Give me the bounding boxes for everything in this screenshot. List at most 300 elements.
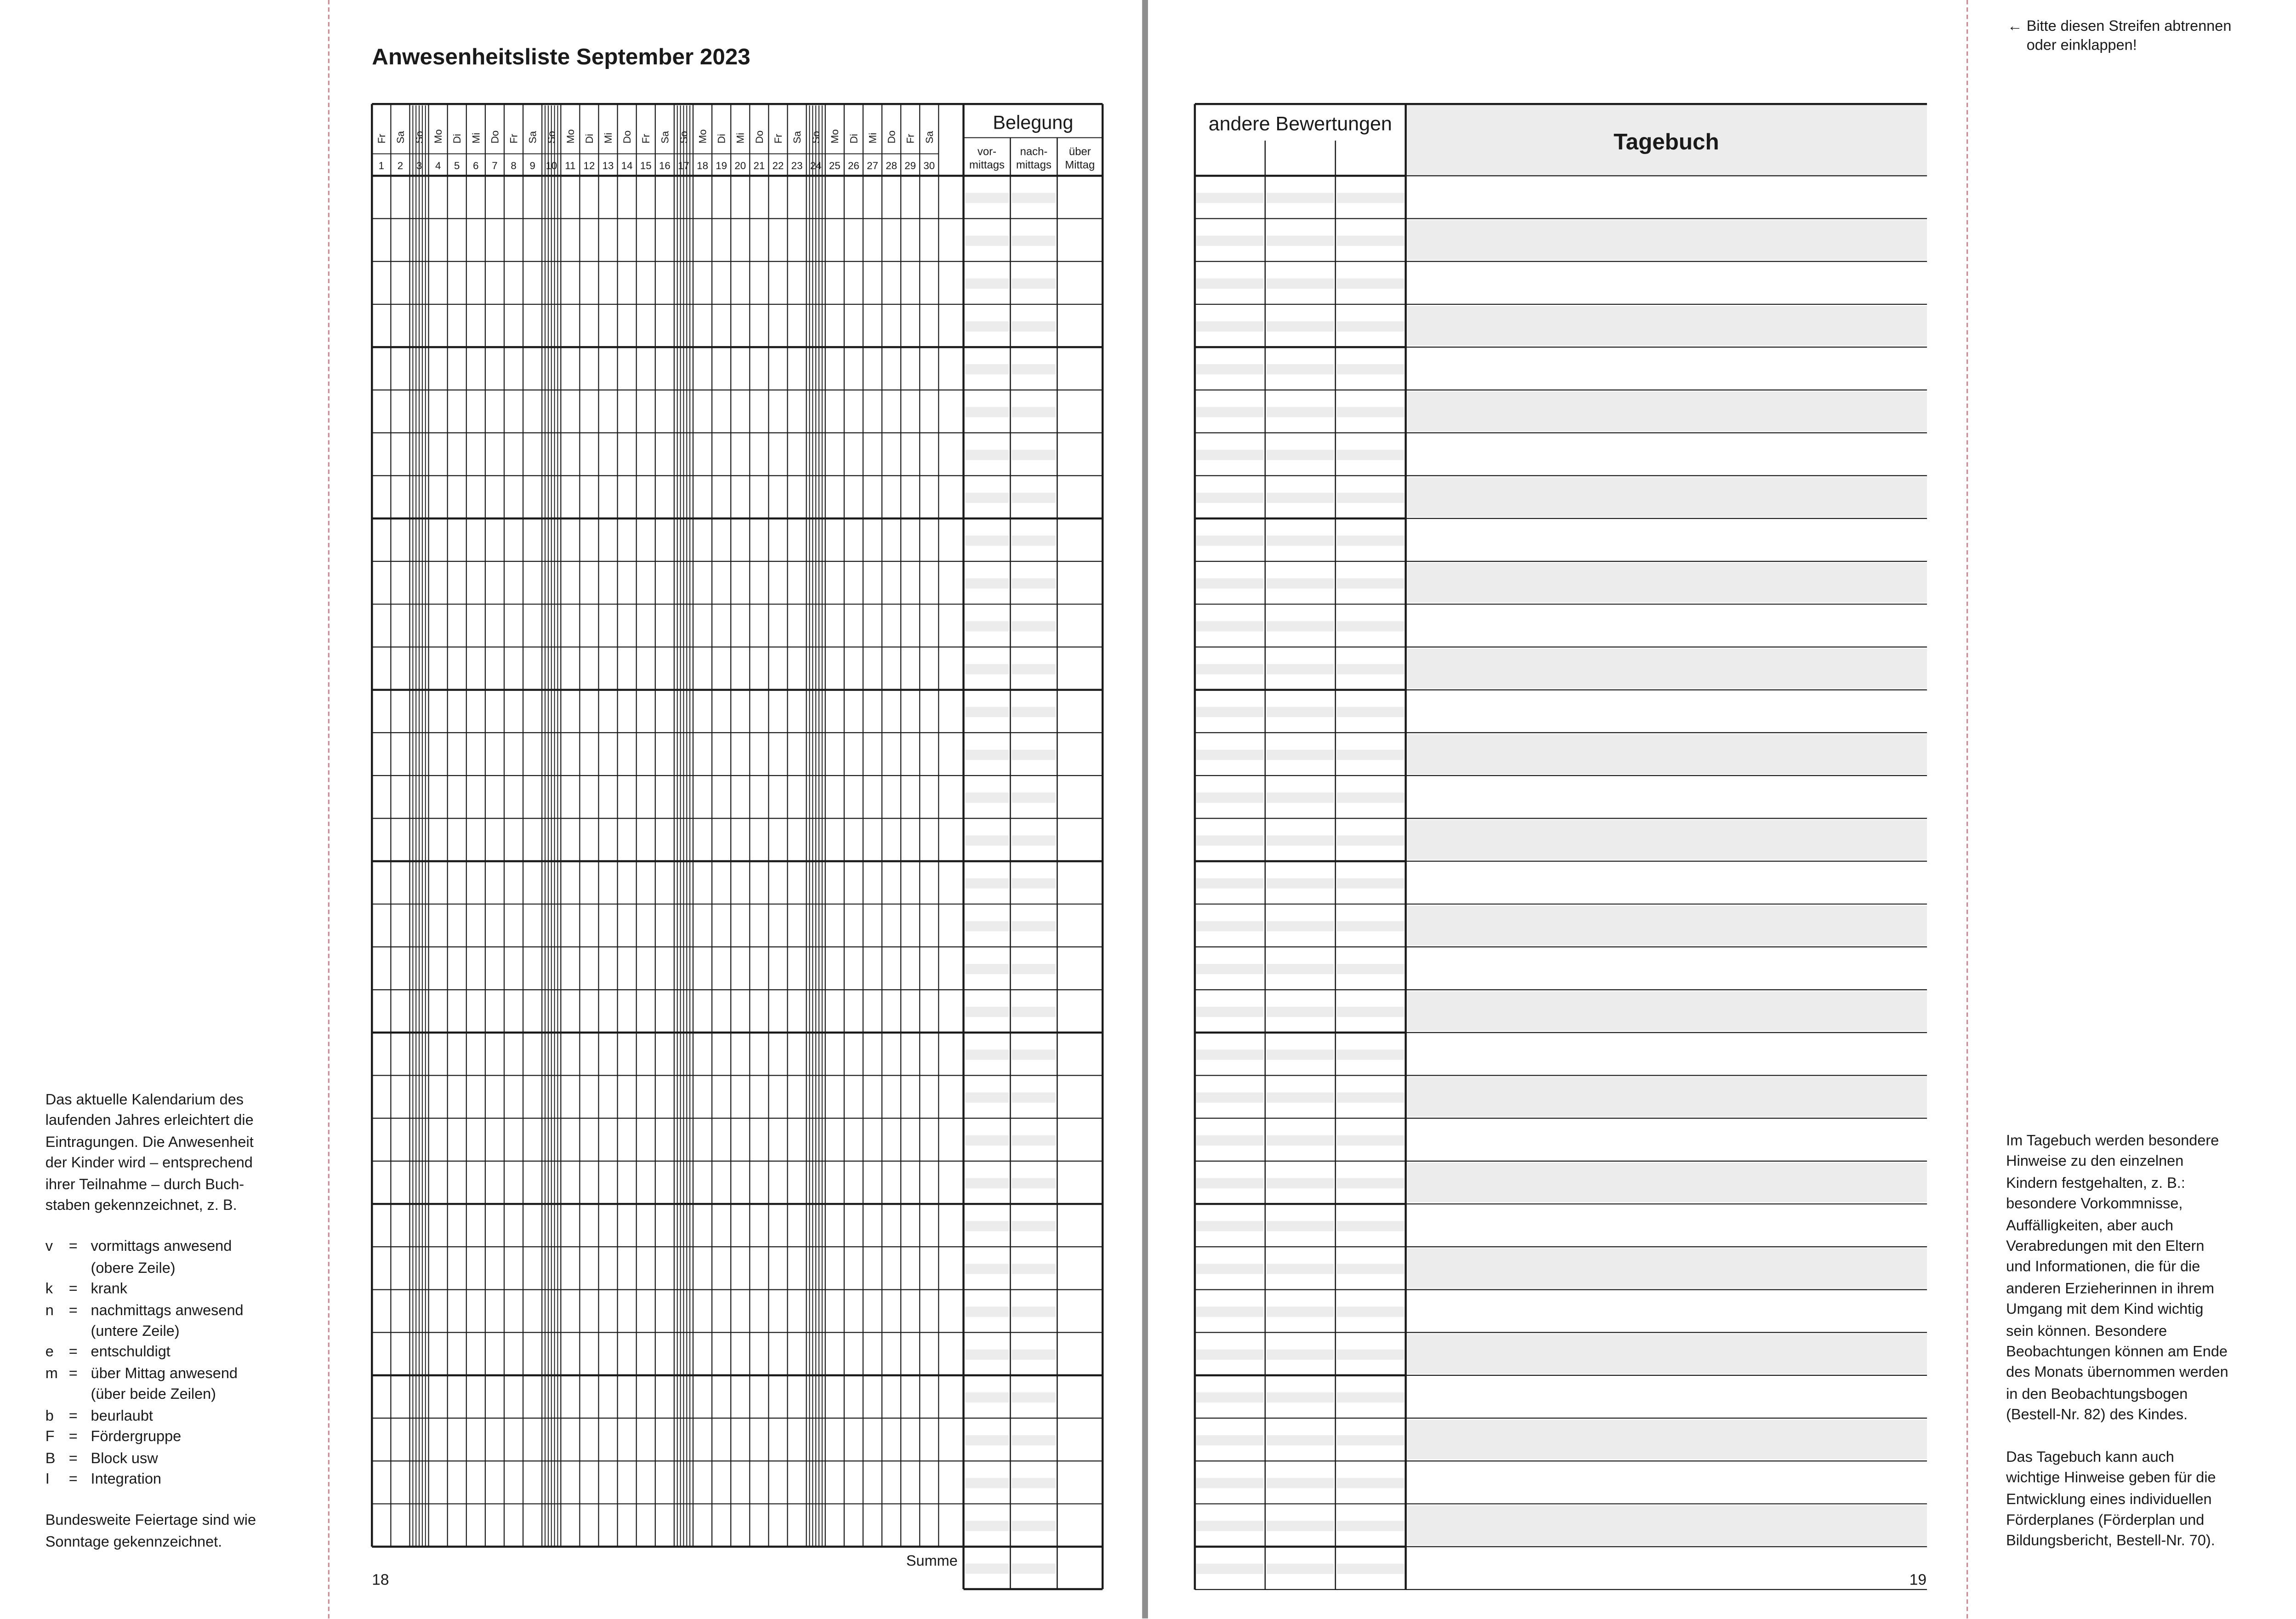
shaded-cell <box>1196 578 1264 588</box>
diary-row-shade <box>1407 563 1927 603</box>
shaded-cell <box>1267 1564 1334 1574</box>
shaded-cell <box>1196 835 1264 845</box>
belegung-heading: Belegung <box>993 112 1074 133</box>
page-number: 19 <box>1909 1571 1927 1590</box>
day-number-label: 4 <box>435 160 441 172</box>
shaded-cell <box>1267 321 1334 331</box>
shaded-cell <box>1267 1392 1334 1402</box>
diary-paragraph-1 <box>2006 1132 2284 1428</box>
bewertungen-heading: andere Bewertungen <box>1208 113 1392 135</box>
shaded-cell <box>1196 964 1264 974</box>
shaded-cell <box>1337 1478 1404 1488</box>
day-number-label: 16 <box>659 160 671 172</box>
diary-row-shade <box>1407 1505 1927 1545</box>
diary-row-shade <box>1407 306 1927 346</box>
day-number-label: 20 <box>734 160 746 172</box>
strip-note-line: Bitte diesen Streifen abtrennen <box>2026 19 2232 35</box>
shaded-cell <box>1196 750 1264 760</box>
shaded-cell <box>1196 1007 1264 1017</box>
diary-row-shade <box>1407 1419 1927 1459</box>
day-number-label: 11 <box>565 160 576 172</box>
legend-letter: F <box>45 1430 55 1446</box>
shaded-cell <box>965 921 1009 931</box>
shaded-cell <box>965 1178 1009 1188</box>
shaded-cell <box>1196 792 1264 803</box>
shaded-cell <box>1012 707 1056 717</box>
weekday-label: Mi <box>734 132 746 144</box>
shaded-cell <box>965 364 1009 374</box>
belegung-column-label: Mittag <box>1065 159 1095 171</box>
shaded-cell <box>1196 279 1264 289</box>
shaded-cell <box>1337 536 1404 546</box>
legend-letter: m <box>45 1366 58 1383</box>
shaded-cell <box>1196 707 1264 717</box>
weekday-label: Do <box>753 130 765 144</box>
shaded-cell <box>1012 1049 1056 1060</box>
shaded-cell <box>1012 1435 1056 1445</box>
instruction-line: des Monats übernommen werden <box>2006 1366 2228 1382</box>
day-number-label: 1 <box>378 160 385 172</box>
shaded-cell <box>1267 450 1334 460</box>
shaded-cell <box>1012 1007 1056 1017</box>
summe-label: Summe <box>906 1552 958 1569</box>
weekday-label: Mi <box>470 132 482 144</box>
shaded-cell <box>1337 450 1404 460</box>
shaded-cell <box>1337 578 1404 588</box>
shaded-cell <box>1196 1306 1264 1317</box>
day-number-label: 9 <box>529 160 535 172</box>
shaded-cell <box>1196 493 1264 503</box>
weekday-label: Sa <box>659 131 671 144</box>
legend-equals: = <box>68 1345 78 1362</box>
day-number-label: 5 <box>454 160 460 172</box>
diary-instructions <box>2006 1132 2284 1554</box>
shaded-cell <box>1337 707 1404 717</box>
shaded-cell <box>1267 236 1334 246</box>
shaded-cell <box>1012 578 1056 588</box>
instruction-line: (Bestell-Nr. 82) des Kindes. <box>2006 1408 2188 1424</box>
shaded-cell <box>1012 1521 1056 1531</box>
day-number-label: 18 <box>697 160 708 172</box>
day-number-label: 3 <box>416 160 422 172</box>
shaded-cell <box>965 1478 1009 1488</box>
shaded-cell <box>1337 621 1404 631</box>
shaded-cell <box>1012 1093 1056 1103</box>
weekday-label: Di <box>848 134 860 144</box>
shaded-cell <box>1196 1178 1264 1188</box>
belegung-column-label: vor- <box>977 145 997 158</box>
shaded-cell <box>1267 279 1334 289</box>
weekday-label: Do <box>886 130 898 144</box>
instruction-line: anderen Erzieherinnen in ihrem <box>2006 1281 2215 1298</box>
shaded-cell <box>1337 1564 1404 1574</box>
shaded-cell <box>1337 1392 1404 1402</box>
diary-paragraph-2 <box>2006 1448 2284 1554</box>
shaded-cell <box>965 1350 1009 1360</box>
instruction-line: in den Beobachtungsbogen <box>2006 1386 2188 1403</box>
day-number-label: 22 <box>772 160 784 172</box>
diary-row-shade <box>1407 220 1927 260</box>
legend-equals: = <box>68 1303 78 1319</box>
shaded-cell <box>965 964 1009 974</box>
instruction-line: der Kinder wird – entsprechend <box>45 1156 253 1172</box>
weekday-label: Mo <box>432 129 444 144</box>
shaded-cell <box>1337 1521 1404 1531</box>
shaded-cell <box>1267 1049 1334 1060</box>
shaded-cell <box>1337 964 1404 974</box>
legend-letter: b <box>45 1408 54 1425</box>
instruction-line: Im Tagebuch werden besondere <box>2006 1134 2219 1150</box>
shaded-cell <box>1267 1306 1334 1317</box>
day-number-label: 2 <box>397 160 404 172</box>
legend-letter: B <box>45 1450 56 1467</box>
day-number-label: 21 <box>753 160 765 172</box>
instruction-line: Eintragungen. Die Anwesenheit <box>45 1134 254 1151</box>
shaded-cell <box>1267 707 1334 717</box>
shaded-cell <box>965 1435 1009 1445</box>
instruction-line: staben gekennzeichnet, z. B. <box>45 1198 237 1214</box>
shaded-cell <box>1196 921 1264 931</box>
shaded-cell <box>1337 1135 1404 1146</box>
shaded-cell <box>1196 1221 1264 1231</box>
shaded-cell <box>1267 1178 1334 1188</box>
shaded-cell <box>1337 1306 1404 1317</box>
legend-equals: = <box>68 1450 78 1467</box>
instruction-line: Auffälligkeiten, aber auch <box>2006 1218 2174 1234</box>
weekday-label: Mi <box>602 132 614 144</box>
legend-letter: v <box>45 1239 53 1256</box>
shaded-cell <box>1337 193 1404 203</box>
shaded-cell <box>965 1049 1009 1060</box>
shaded-cell <box>1337 1350 1404 1360</box>
weekday-label: Fr <box>508 134 520 144</box>
diary-row-shade <box>1407 820 1927 860</box>
shaded-cell <box>1196 1564 1264 1574</box>
shaded-cell <box>1196 364 1264 374</box>
belegung-column-label: mittags <box>969 159 1005 171</box>
instruction-line: Bundesweite Feiertage sind wie <box>45 1513 256 1530</box>
diary-row-shade <box>1407 1334 1927 1374</box>
legend-equals: = <box>68 1408 78 1425</box>
shaded-cell <box>1196 450 1264 460</box>
shaded-cell <box>1337 1264 1404 1274</box>
legend-letter: I <box>45 1471 50 1488</box>
shaded-cell <box>1196 1093 1264 1103</box>
weekday-label: So <box>546 131 557 144</box>
shaded-cell <box>1337 921 1404 931</box>
instruction-line: Umgang mit dem Kind wichtig <box>2006 1302 2204 1319</box>
shaded-cell <box>1196 1049 1264 1060</box>
belegung-column-label: über <box>1068 145 1091 158</box>
shaded-cell <box>965 236 1009 246</box>
weekday-label: Fr <box>640 134 652 144</box>
shaded-cell <box>1337 835 1404 845</box>
day-number-label: 23 <box>791 160 803 172</box>
shaded-cell <box>1267 1007 1334 1017</box>
shaded-cell <box>1012 1135 1056 1146</box>
shaded-cell <box>1267 964 1334 974</box>
page-title: Anwesenheitsliste September 2023 <box>372 45 750 70</box>
shaded-cell <box>965 450 1009 460</box>
instruction-line: Förderplanes (Förderplan und <box>2006 1513 2205 1529</box>
shaded-cell <box>965 1521 1009 1531</box>
shaded-cell <box>1337 1178 1404 1188</box>
shaded-cell <box>1267 750 1334 760</box>
shaded-cell <box>965 621 1009 631</box>
shaded-cell <box>1337 321 1404 331</box>
legend-letter: e <box>45 1345 54 1362</box>
diary-row-shade <box>1407 649 1927 689</box>
legend-letter: n <box>45 1303 54 1319</box>
day-number-label: 29 <box>904 160 916 172</box>
shaded-cell <box>1012 921 1056 931</box>
shaded-cell <box>1267 1435 1334 1445</box>
weekday-label: Sa <box>791 131 803 144</box>
weekday-label: So <box>414 131 426 144</box>
shaded-cell <box>1012 1478 1056 1488</box>
shaded-cell <box>1337 1221 1404 1231</box>
shaded-cell <box>1337 493 1404 503</box>
instruction-line: Das Tagebuch kann auch <box>2006 1449 2174 1466</box>
legend-text: beurlaubt <box>91 1408 153 1425</box>
shaded-cell <box>1012 1221 1056 1231</box>
shaded-cell <box>1267 407 1334 417</box>
legend-equals: = <box>68 1430 78 1446</box>
shaded-cell <box>1267 835 1334 845</box>
weekday-label: Mo <box>829 129 841 144</box>
instruction-line: Hinweise zu den einzelnen <box>2006 1155 2184 1171</box>
instruction-line: sein können. Besondere <box>2006 1323 2167 1340</box>
shaded-cell <box>1267 1350 1334 1360</box>
instruction-line: besondere Vorkommnisse, <box>2006 1197 2183 1213</box>
shaded-cell <box>1012 1306 1056 1317</box>
shaded-cell <box>1012 536 1056 546</box>
shaded-cell <box>1337 1435 1404 1445</box>
shaded-cell <box>1267 193 1334 203</box>
legend-text: über Mittag anwesend <box>91 1366 238 1383</box>
shaded-cell <box>1337 1093 1404 1103</box>
shaded-cell <box>965 1306 1009 1317</box>
shaded-cell <box>965 750 1009 760</box>
diary-row-shade <box>1407 1248 1927 1288</box>
shaded-cell <box>1012 279 1056 289</box>
arrow-left-icon: ← <box>2007 19 2023 35</box>
diary-row-shade <box>1407 1163 1927 1203</box>
shaded-cell <box>1267 536 1334 546</box>
weekday-label: Do <box>489 130 501 144</box>
legend-text: entschuldigt <box>91 1345 170 1362</box>
shaded-cell <box>1337 664 1404 674</box>
weekday-label: Sa <box>394 131 406 144</box>
shaded-cell <box>1267 1264 1334 1274</box>
day-number-label: 14 <box>621 160 633 172</box>
shaded-cell <box>965 193 1009 203</box>
legend-text: Fördergruppe <box>91 1430 182 1446</box>
shaded-cell <box>1267 1521 1334 1531</box>
weekday-label: Fr <box>772 134 784 144</box>
shaded-cell <box>1196 1264 1264 1274</box>
instruction-line: laufenden Jahres erleichtert die <box>45 1113 254 1130</box>
shaded-cell <box>1012 364 1056 374</box>
shaded-cell <box>1196 1478 1264 1488</box>
diary-row-shade <box>1407 1077 1927 1117</box>
shaded-cell <box>1337 792 1404 803</box>
instruction-line: Bildungsbericht, Bestell-Nr. 70). <box>2006 1533 2215 1550</box>
diary-row-shade <box>1407 477 1927 517</box>
shaded-cell <box>1012 1563 1056 1573</box>
shaded-cell <box>1196 407 1264 417</box>
shaded-cell <box>1012 450 1056 460</box>
shaded-cell <box>1196 664 1264 674</box>
instruction-line: Sonntage gekennzeichnet. <box>45 1534 222 1551</box>
shaded-cell <box>1196 321 1264 331</box>
shaded-cell <box>1196 1521 1264 1531</box>
shaded-cell <box>1267 878 1334 889</box>
day-number-label: 7 <box>492 160 498 172</box>
instruction-line: Entwicklung eines individuellen <box>2006 1492 2212 1508</box>
shaded-cell <box>1012 878 1056 889</box>
shaded-cell <box>1196 1135 1264 1146</box>
shaded-cell <box>965 578 1009 588</box>
legend-equals: = <box>68 1471 78 1488</box>
shaded-cell <box>965 1007 1009 1017</box>
shaded-cell <box>1337 1007 1404 1017</box>
shaded-cell <box>1337 1049 1404 1060</box>
shaded-cell <box>965 321 1009 331</box>
legend-text: Integration <box>91 1471 161 1488</box>
day-number-label: 17 <box>678 160 689 172</box>
diary-row-shade <box>1407 392 1927 432</box>
strip-note <box>2007 17 2285 56</box>
weekday-label: Di <box>716 134 727 144</box>
shaded-cell <box>1267 493 1334 503</box>
weekday-label: Di <box>451 134 463 144</box>
shaded-cell <box>1267 1221 1334 1231</box>
tagebuch-heading: Tagebuch <box>1614 129 1719 154</box>
shaded-cell <box>1012 1264 1056 1274</box>
shaded-cell <box>1196 1392 1264 1402</box>
shaded-cell <box>1337 236 1404 246</box>
shaded-cell <box>965 1135 1009 1146</box>
shaded-cell <box>1196 536 1264 546</box>
shaded-cell <box>1196 1350 1264 1360</box>
shaded-cell <box>965 707 1009 717</box>
legend-text: krank <box>91 1282 127 1298</box>
shaded-cell <box>1267 578 1334 588</box>
shaded-cell <box>1012 664 1056 674</box>
shaded-cell <box>1012 493 1056 503</box>
shaded-cell <box>1267 1093 1334 1103</box>
shaded-cell <box>1267 792 1334 803</box>
shaded-cell <box>1012 621 1056 631</box>
shaded-cell <box>1196 193 1264 203</box>
day-number-label: 19 <box>716 160 727 172</box>
day-number-label: 24 <box>810 160 822 172</box>
day-number-label: 30 <box>923 160 935 172</box>
weekday-label: Mo <box>564 129 576 144</box>
page-number: 18 <box>372 1571 389 1590</box>
shaded-cell <box>965 1264 1009 1274</box>
right-page <box>1154 0 2296 1619</box>
shaded-cell <box>965 493 1009 503</box>
day-number-label: 6 <box>473 160 479 172</box>
day-number-label: 25 <box>829 160 841 172</box>
shaded-cell <box>1196 878 1264 889</box>
instruction-line: wichtige Hinweise geben für die <box>2006 1471 2216 1487</box>
shaded-cell <box>965 878 1009 889</box>
shaded-cell <box>1012 321 1056 331</box>
instruction-line: ihrer Teilnahme – durch Buch- <box>45 1177 244 1193</box>
shaded-cell <box>1267 664 1334 674</box>
shaded-cell <box>1012 1178 1056 1188</box>
diary-row-shade <box>1407 734 1927 774</box>
weekday-label: Di <box>583 134 595 144</box>
weekday-label: So <box>810 131 822 144</box>
shaded-cell <box>965 664 1009 674</box>
day-number-label: 28 <box>886 160 898 172</box>
strip-note-line: oder einklappen! <box>2026 38 2137 54</box>
day-number-label: 13 <box>602 160 614 172</box>
shaded-cell <box>1196 236 1264 246</box>
weekday-label: Sa <box>527 131 539 144</box>
legend-text: nachmittags anwesend <box>91 1303 244 1319</box>
shaded-cell <box>1012 835 1056 845</box>
shaded-cell <box>965 1392 1009 1402</box>
instruction-line: und Informationen, die für die <box>2006 1260 2200 1277</box>
shaded-cell <box>1012 964 1056 974</box>
instruction-line: Das aktuelle Kalendarium des <box>45 1092 244 1109</box>
weekday-label: Mi <box>867 132 879 144</box>
day-number-label: 15 <box>640 160 652 172</box>
shaded-cell <box>965 792 1009 803</box>
belegung-column-label: nach- <box>1020 145 1048 158</box>
shaded-cell <box>1012 1350 1056 1360</box>
shaded-cell <box>1196 1435 1264 1445</box>
shaded-cell <box>965 1563 1009 1573</box>
weekday-label: Fr <box>375 134 387 144</box>
weekday-label: Sa <box>923 131 935 144</box>
shaded-cell <box>965 279 1009 289</box>
shaded-cell <box>1337 878 1404 889</box>
weekday-label: So <box>678 131 690 144</box>
shaded-cell <box>1337 364 1404 374</box>
instruction-line: Kindern festgehalten, z. B.: <box>2006 1175 2185 1192</box>
shaded-cell <box>1267 621 1334 631</box>
shaded-cell <box>1267 1478 1334 1488</box>
legend-text: (über beide Zeilen) <box>91 1387 216 1404</box>
shaded-cell <box>1337 407 1404 417</box>
shaded-cell <box>1196 621 1264 631</box>
shaded-cell <box>965 835 1009 845</box>
shaded-cell <box>1267 364 1334 374</box>
legend-text: (untere Zeile) <box>91 1324 180 1340</box>
day-number-label: 12 <box>583 160 595 172</box>
shaded-cell <box>1337 279 1404 289</box>
legend-equals: = <box>68 1366 78 1383</box>
shaded-cell <box>1337 750 1404 760</box>
shaded-cell <box>1012 750 1056 760</box>
shaded-cell <box>965 536 1009 546</box>
legend-equals: = <box>68 1282 78 1298</box>
day-number-label: 10 <box>546 160 557 172</box>
shaded-cell <box>1012 792 1056 803</box>
day-number-label: 8 <box>511 160 517 172</box>
weekday-label: Do <box>621 130 633 144</box>
shaded-cell <box>1267 921 1334 931</box>
weekday-label: Fr <box>904 134 916 144</box>
shaded-cell <box>1012 236 1056 246</box>
legend-text: (obere Zeile) <box>91 1260 176 1277</box>
